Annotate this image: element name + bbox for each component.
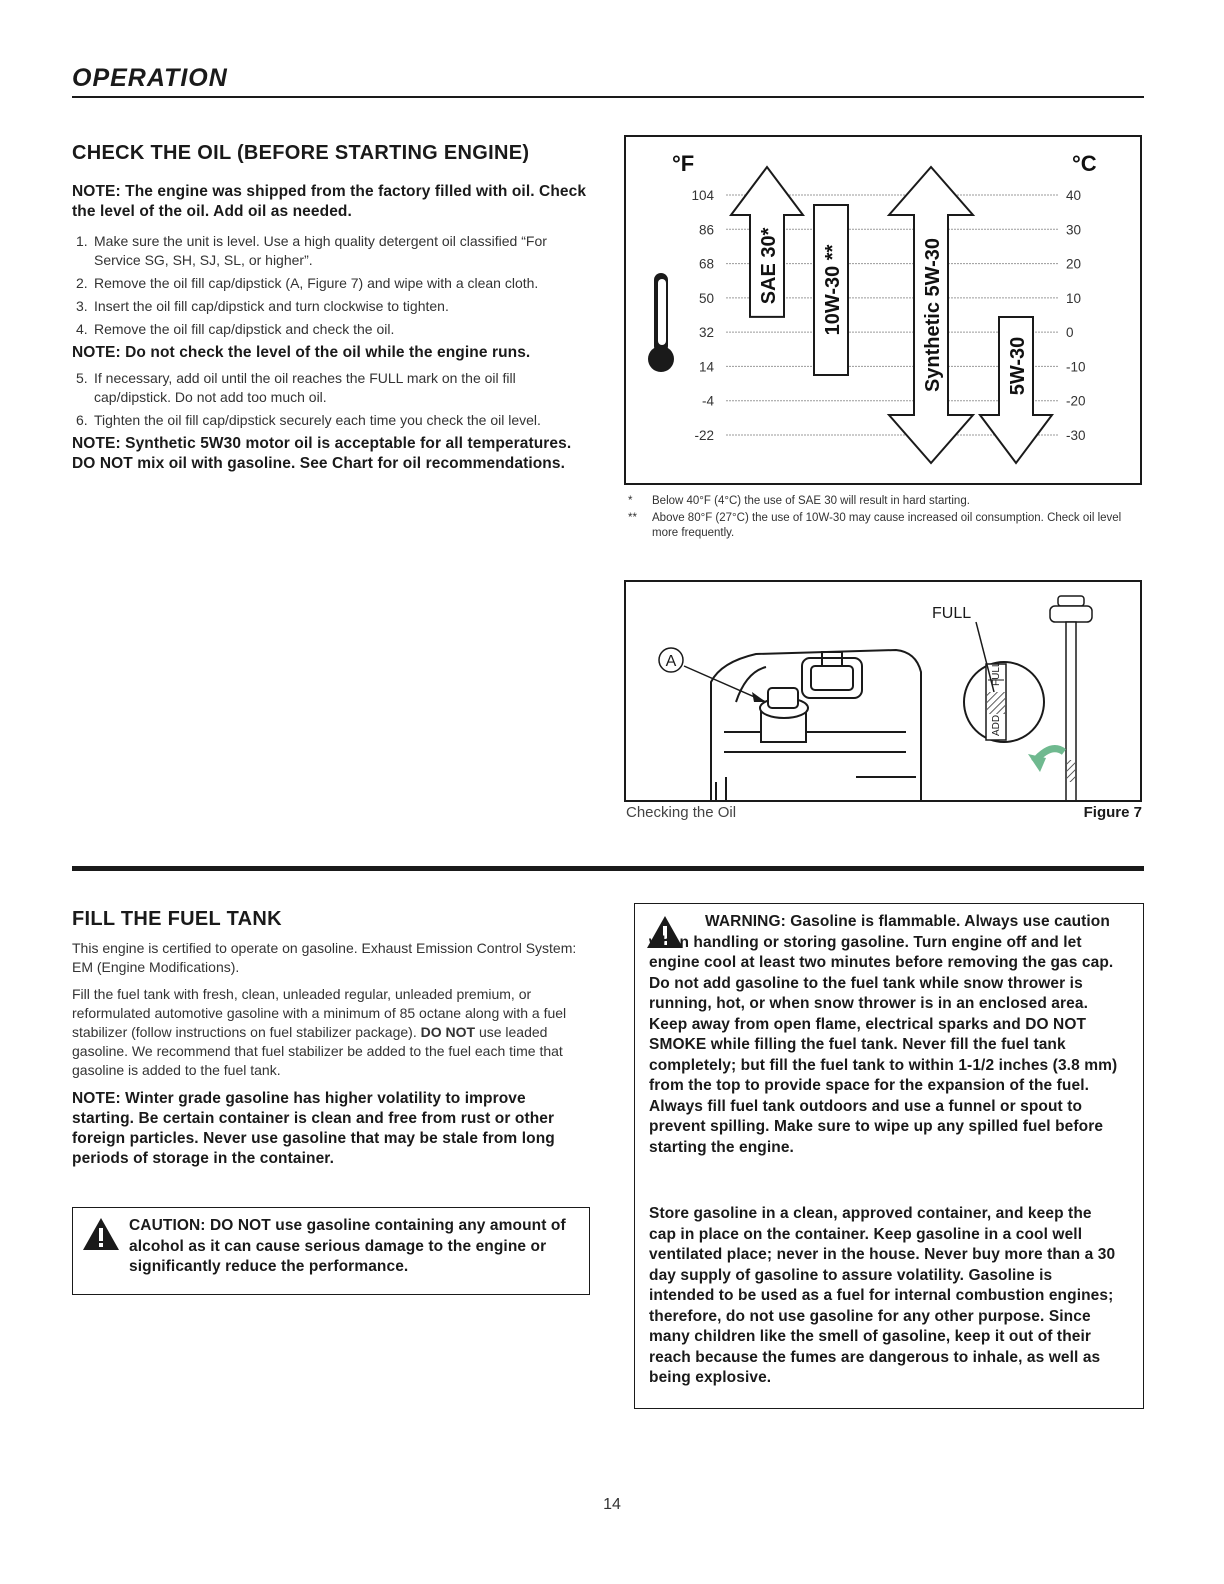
fahrenheit-tick-label: 32 — [698, 325, 714, 341]
step-text: Remove the oil fill cap/dipstick and check the oil. — [94, 321, 395, 337]
caution-triangle-icon — [81, 1216, 121, 1252]
thermometer-bulb-icon — [648, 346, 674, 372]
fuel-heading: FILL THE FUEL TANK — [72, 908, 282, 930]
dipstick-illustration — [626, 582, 1140, 800]
section-divider — [72, 866, 1144, 871]
step-item — [72, 369, 592, 407]
steps-list-a — [72, 232, 592, 339]
oil-range-label: 5W-30 — [1007, 336, 1029, 396]
warning-box — [634, 903, 1144, 1409]
fahrenheit-tick-label: 14 — [698, 359, 714, 375]
celsius-tick-label: 30 — [1066, 222, 1082, 238]
fahrenheit-tick-label: 104 — [691, 188, 714, 203]
celsius-tick-label: 10 — [1066, 290, 1082, 306]
warning-para-1: WARNING: Gasoline is flammable. Always use caution when handling or storing gasoline. Turn engine off and let engine cool at least two minutes before removing the gas cap. Do not add gasoline to the fuel tank while snow thrower is running, hot, or when snow thrower is in an enclosed area. Keep away from open flame, electrical sparks and DO NOT SMOKE while filling the fuel tank. Never fill the fuel tank completely; but fill the fuel tank to within 1-1/2 inches (3.8 mm) from the top to provide space for the expansion of the fuel. Always fill fuel tank outdoors and use a funnel or spout to prevent spilling. Make sure to wipe up any spilled fuel before starting the engine. — [649, 913, 1118, 1156]
footnote-text: Below 40°F (4°C) the use of SAE 30 will result in hard starting. — [652, 495, 970, 507]
oil-range-label: 10W-30 ** — [822, 244, 844, 336]
figure-number: Figure 7 — [1083, 804, 1142, 821]
step-number: 2. — [76, 275, 88, 291]
fuel-para-2 — [72, 985, 590, 1080]
oil-fill-cap — [760, 688, 808, 742]
figure-caption: Checking the Oil — [626, 804, 737, 821]
fuel-para-2-emphasis: DO NOT — [420, 1024, 476, 1040]
fahrenheit-tick-label: 68 — [698, 256, 714, 272]
step-text: If necessary, add oil until the oil reaches the FULL mark on the oil fill cap/dipstick. Do not add too much oil. — [94, 370, 516, 405]
celsius-tick-label: -30 — [1066, 428, 1086, 443]
thermometer-glass-icon — [658, 279, 666, 345]
fuel-para-1: This engine is certified to operate on gasoline. Exhaust Emission Control System: EM (Engine Modifications). — [72, 940, 577, 975]
callout-a-label: A — [665, 653, 677, 670]
fuel-para-2-start: Fill the fuel tank with fresh, clean, unleaded regular, unleaded premium, or reformulated automotive gasoline with a minimum of 85 octane along with a fuel stabilizer (follow instructions on fuel stabilizer package). — [72, 986, 567, 1040]
dipstick-add-mark: ADD — [991, 714, 1002, 736]
step-item — [72, 232, 592, 270]
step-item — [72, 297, 592, 316]
steps-list-b — [72, 369, 592, 430]
step-text: Remove the oil fill cap/dipstick (A, Figure 7) and wipe with a clean cloth. — [94, 275, 539, 291]
footnote-mark: * — [628, 495, 633, 507]
footnote-1 — [628, 494, 1138, 509]
note-winter-gasoline: NOTE: Winter grade gasoline has higher volatility to improve starting. Be certain container is clean and free from rust or other foreign particles. Never use gasoline that may be stale from long periods of storage in the container. — [72, 1090, 555, 1167]
step-number: 6. — [76, 412, 88, 428]
footnote-mark: ** — [628, 512, 637, 524]
fuel-section — [72, 908, 590, 1169]
celsius-tick-label: 0 — [1066, 325, 1074, 341]
celsius-tick-label: -10 — [1066, 359, 1086, 375]
fahrenheit-tick-label: 50 — [698, 290, 714, 306]
note-synthetic-oil: NOTE: Synthetic 5W30 motor oil is acceptable for all temperatures. DO NOT mix oil with gasoline. See Chart for oil recommendations. — [72, 435, 572, 472]
fuel-para-2-end: use leaded gasoline. We recommend that fuel stabilizer be added to the fuel each time that gasoline is added to the fuel tank. — [72, 1024, 563, 1078]
step-text: Make sure the unit is level. Use a high quality detergent oil classified “For Service SG, SH, SJ, SL, or higher”. — [94, 233, 547, 268]
step-number: 3. — [76, 298, 88, 314]
celsius-unit-label: °C — [1072, 151, 1097, 176]
oil-viscosity-chart — [624, 135, 1142, 485]
oil-chart-svg — [626, 137, 1140, 483]
step-item — [72, 274, 592, 293]
oil-range-label: SAE 30* — [758, 227, 780, 305]
dipstick-magnifier — [932, 605, 1044, 742]
dipstick-full-mark: FULL — [991, 661, 1002, 686]
footnote-text: Above 80°F (27°C) the use of 10W-30 may cause increased oil consumption. Check oil level more frequently. — [652, 512, 1122, 539]
footnote-2 — [628, 511, 1138, 541]
fahrenheit-tick-label: -22 — [694, 428, 714, 443]
caution-text: CAUTION: DO NOT use gasoline containing any amount of alcohol as it can cause serious damage to the engine or significantly reduce the performance. — [129, 1217, 566, 1275]
oil-range-label: Synthetic 5W-30 — [922, 237, 944, 393]
step-number: 1. — [76, 233, 88, 249]
section-title: OPERATION — [72, 64, 228, 92]
fahrenheit-tick-label: 86 — [698, 222, 714, 238]
note-engine-running: NOTE: Do not check the level of the oil while the engine runs. — [72, 344, 531, 361]
full-label: FULL — [932, 605, 972, 622]
header-rule — [72, 96, 1144, 98]
caution-box — [72, 1207, 590, 1295]
check-oil-heading: CHECK THE OIL (BEFORE STARTING ENGINE) — [72, 142, 530, 164]
step-item — [72, 411, 592, 430]
celsius-tick-label: 20 — [1066, 256, 1082, 272]
note-factory-oil: NOTE: The engine was shipped from the factory filled with oil. Check the level of the oil. Add oil as needed. — [72, 183, 587, 220]
warning-para-2: Store gasoline in a clean, approved container, and keep the cap in place on the container. Keep gasoline in a cool well ventilated place; never in the house. Never buy more than a 30 day supply of gasoline to assure volatility. Gasoline is intended to be used as a fuel for internal combustion engines; therefore, do not use gasoline for any other purpose. Since many children like the smell of gasoline, keep it out of their reach because the fumes are dangerous to inhale, as well as being explosive. — [649, 1205, 1116, 1386]
fahrenheit-tick-label: -4 — [701, 393, 714, 409]
step-item — [72, 320, 592, 339]
step-number: 5. — [76, 370, 88, 386]
step-text: Insert the oil fill cap/dipstick and turn clockwise to tighten. — [94, 298, 449, 314]
fahrenheit-unit-label: °F — [672, 151, 695, 176]
page-number: 14 — [603, 1496, 621, 1513]
figure-7-box — [624, 580, 1142, 802]
celsius-tick-label: -20 — [1066, 393, 1086, 409]
check-oil-section — [72, 142, 592, 474]
step-number: 4. — [76, 321, 88, 337]
step-text: Tighten the oil fill cap/dipstick securely each time you check the oil level. — [94, 412, 541, 428]
celsius-tick-label: 40 — [1066, 188, 1082, 203]
engine-body — [711, 650, 921, 800]
chart-footnotes — [628, 494, 1138, 541]
